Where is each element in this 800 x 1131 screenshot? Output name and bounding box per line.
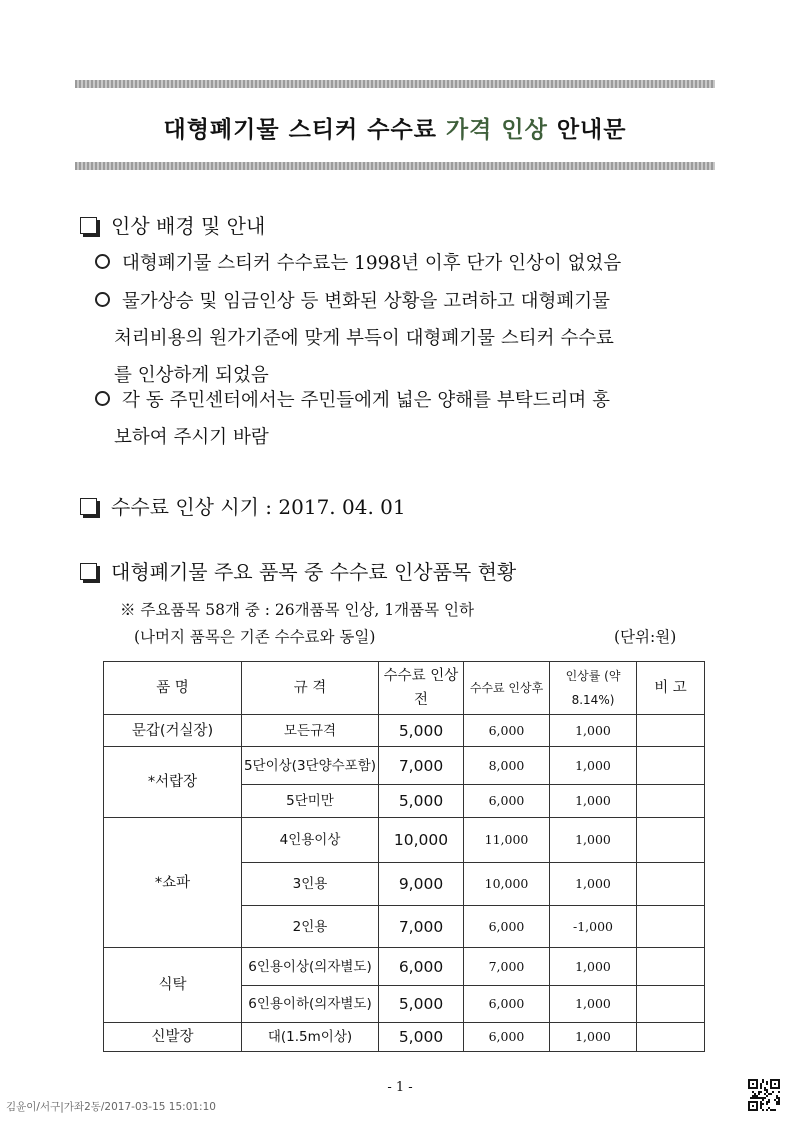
fee-before: 5,000 — [379, 715, 464, 747]
bullet-item: 각 동 주민센터에서는 주민들에게 넓은 양해를 부탁드리며 홍 보하여 주시기 바람 — [95, 382, 735, 456]
qr-code-icon — [748, 1079, 780, 1111]
fee-after: 6,000 — [464, 906, 550, 948]
header-name: 품 명 — [104, 662, 242, 715]
fee-before: 5,000 — [379, 1023, 464, 1052]
item-name: 신발장 — [104, 1023, 242, 1052]
title-band-bottom — [75, 162, 715, 170]
header-spec: 규 격 — [242, 662, 379, 715]
remark-cell — [637, 863, 705, 906]
remark-cell — [637, 906, 705, 948]
title-band-top — [75, 80, 715, 88]
item-spec: 6인용이상(의자별도) — [242, 948, 379, 986]
header-increase: 인상률 (약8.14%) — [550, 662, 637, 715]
unit-label: (단위:원) — [614, 628, 677, 646]
page-number: - 1 - — [387, 1080, 413, 1095]
document-title: 대형폐기물 스티커 수수료 가격 인상 안내문 — [163, 117, 627, 143]
table-row — [104, 948, 705, 986]
fee-before: 7,000 — [379, 906, 464, 948]
item-spec: 5단미만 — [242, 785, 379, 818]
square-bullet-icon — [80, 498, 97, 515]
fee-table — [103, 661, 705, 1052]
fee-increase: 1,000 — [550, 986, 637, 1023]
fee-after: 6,000 — [464, 986, 550, 1023]
remark-cell — [637, 715, 705, 747]
fee-before: 10,000 — [379, 818, 464, 863]
fee-after: 8,000 — [464, 747, 550, 785]
circle-bullet-icon — [95, 292, 110, 307]
header-after: 수수료 인상후 — [464, 662, 550, 715]
remark-cell — [637, 1023, 705, 1052]
remark-cell — [637, 948, 705, 986]
fee-before: 6,000 — [379, 948, 464, 986]
remark-cell — [637, 818, 705, 863]
table-row — [104, 818, 705, 863]
bullet-item: 물가상승 및 임금인상 등 변화된 상황을 고려하고 대형폐기물 처리비용의 원가기준에 맞게 부득이 대형폐기물 스티커 수수료 를 인상하게 되었음 — [95, 283, 735, 394]
section-background-heading: 인상 배경 및 안내 — [80, 210, 265, 239]
table-row — [104, 1023, 705, 1052]
item-name: *서랍장 — [104, 747, 242, 818]
square-bullet-icon — [80, 217, 97, 234]
item-spec: 4인용이상 — [242, 818, 379, 863]
bullet-item: 대형폐기물 스티커 수수료는 1998년 이후 단가 인상이 없었음 — [95, 245, 735, 282]
fee-after: 7,000 — [464, 948, 550, 986]
table-row — [104, 715, 705, 747]
fee-before: 9,000 — [379, 863, 464, 906]
item-spec: 대(1.5m이상) — [242, 1023, 379, 1052]
fee-increase: 1,000 — [550, 863, 637, 906]
item-name: 문갑(거실장) — [104, 715, 242, 747]
fee-before: 5,000 — [379, 986, 464, 1023]
section-items-heading: 대형폐기물 주요 품목 중 수수료 인상품목 현황 — [80, 556, 516, 585]
fee-increase: 1,000 — [550, 785, 637, 818]
header-before: 수수료 인상전 — [379, 662, 464, 715]
item-spec: 모든규격 — [242, 715, 379, 747]
square-bullet-icon — [80, 563, 97, 580]
fee-after: 10,000 — [464, 863, 550, 906]
fee-increase: 1,000 — [550, 948, 637, 986]
fee-increase: 1,000 — [550, 818, 637, 863]
fee-before: 5,000 — [379, 785, 464, 818]
fee-after: 6,000 — [464, 1023, 550, 1052]
fee-increase: 1,000 — [550, 747, 637, 785]
item-name: *쇼파 — [104, 818, 242, 948]
fee-increase: 1,000 — [550, 1023, 637, 1052]
header-remark: 비 고 — [637, 662, 705, 715]
circle-bullet-icon — [95, 391, 110, 406]
fee-increase: 1,000 — [550, 715, 637, 747]
item-spec: 3인용 — [242, 863, 379, 906]
items-note: ※ 주요품목 58개 중 : 26개품목 인상, 1개품목 인하 — [120, 601, 474, 619]
item-spec: 5단이상(3단양수포함) — [242, 747, 379, 785]
section-timing-heading: 수수료 인상 시기 : 2017. 04. 01 — [80, 491, 406, 520]
fee-after: 11,000 — [464, 818, 550, 863]
remark-cell — [637, 747, 705, 785]
table-header-row — [104, 662, 705, 715]
fee-increase: -1,000 — [550, 906, 637, 948]
table-row — [104, 747, 705, 785]
fee-after: 6,000 — [464, 715, 550, 747]
circle-bullet-icon — [95, 254, 110, 269]
remark-cell — [637, 785, 705, 818]
fee-after: 6,000 — [464, 785, 550, 818]
item-name: 식탁 — [104, 948, 242, 1023]
item-spec: 6인용이하(의자별도) — [242, 986, 379, 1023]
fee-before: 7,000 — [379, 747, 464, 785]
footer-print-stamp: 김윤이/서구|가좌2동/2017-03-15 15:01:10 — [6, 1101, 216, 1113]
item-spec: 2인용 — [242, 906, 379, 948]
remark-cell — [637, 986, 705, 1023]
items-note-sub: (나머지 품목은 기존 수수료와 동일) — [134, 628, 376, 646]
